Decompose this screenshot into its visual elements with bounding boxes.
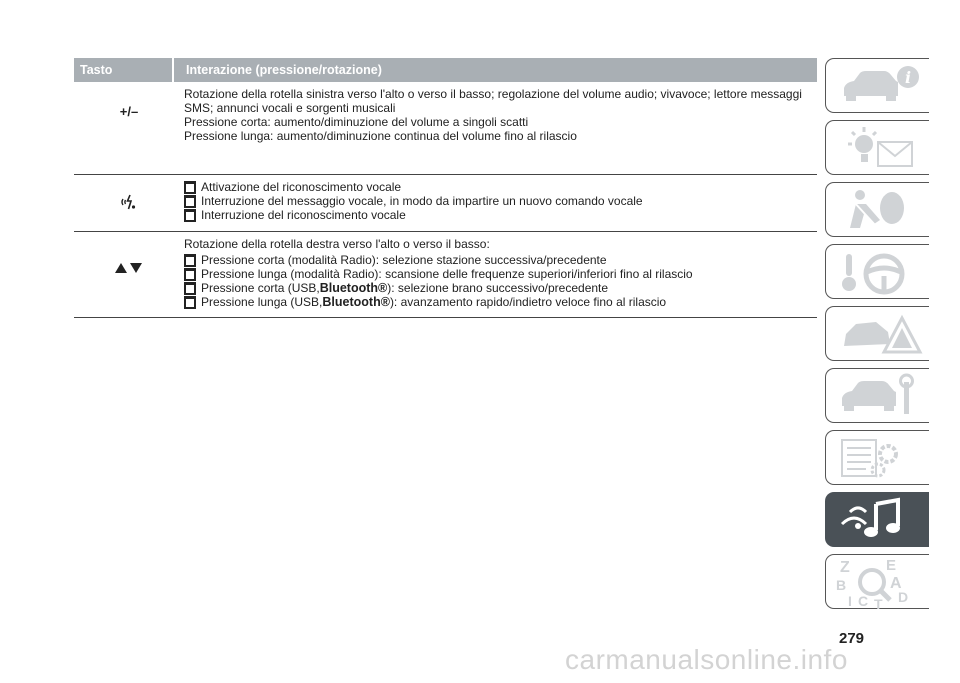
tab-index[interactable]	[825, 554, 929, 609]
key-plus-minus: +/–	[119, 104, 139, 119]
tab-warning-lights[interactable]	[825, 120, 929, 175]
tab-maintenance[interactable]	[825, 368, 929, 423]
list-item: Pressione corta (USB, Bluetooth® ): selezione brano successivo/precedente	[184, 281, 817, 295]
table-row	[74, 82, 817, 175]
table-row	[74, 175, 817, 232]
svg-text:D: D	[898, 589, 909, 605]
checkbox-bullet-icon	[184, 268, 196, 281]
description-line: Pressione lunga: aumento/diminuzione continua del volume fino al rilascio	[184, 129, 577, 143]
page-number: 279	[839, 630, 865, 647]
svg-text:Z: Z	[840, 559, 850, 576]
technical-data-icon	[836, 434, 926, 482]
controls-table	[74, 58, 817, 318]
safety-airbag-icon	[836, 186, 926, 234]
list-item: Interruzione del riconoscimento vocale	[184, 208, 817, 222]
checkbox-bullet-icon	[184, 181, 196, 194]
svg-text:B: B	[836, 577, 847, 593]
tab-multimedia[interactable]	[825, 492, 929, 547]
list-item: Pressione lunga (USB, Bluetooth® ): avanzamento rapido/indietro veloce fino al rilascio	[184, 295, 817, 309]
checkbox-bullet-icon	[184, 254, 196, 267]
tab-safety[interactable]	[825, 182, 929, 237]
list-item: Pressione lunga (modalità Radio): scansione delle frequenze superiori/inferiori fino al rilascio	[184, 267, 817, 281]
warning-lights-message-icon	[836, 124, 926, 172]
checkbox-bullet-icon	[184, 195, 196, 208]
car-info-icon	[836, 62, 926, 110]
tab-technical-data[interactable]	[825, 430, 929, 485]
alphabetical-index-icon	[836, 558, 926, 610]
checkbox-bullet-icon	[184, 282, 196, 295]
row-description	[184, 82, 817, 174]
tab-emergency[interactable]	[825, 306, 929, 361]
tab-car-info[interactable]	[825, 58, 929, 113]
row-description	[184, 175, 817, 231]
table-header	[74, 58, 817, 82]
list-item: Pressione corta (modalità Radio): selezione stazione successiva/precedente	[184, 253, 817, 267]
steering-wheel-key-icon	[836, 248, 926, 296]
car-maintenance-icon	[836, 372, 926, 420]
voice-command-icon	[120, 193, 138, 211]
svg-text:I: I	[848, 593, 852, 609]
tab-starting-driving[interactable]	[825, 244, 929, 299]
header-key: Tasto	[80, 63, 113, 77]
svg-text:i: i	[905, 68, 912, 87]
list-item: Attivazione del riconoscimento vocale	[184, 180, 817, 194]
table-row	[74, 232, 817, 318]
car-accident-warning-icon	[836, 310, 926, 358]
list-item: Interruzione del messaggio vocale, in modo da impartire un nuovo comando vocale	[184, 194, 817, 208]
watermark: carmanualsonline.info	[565, 644, 848, 675]
up-down-triangles-icon	[114, 262, 144, 274]
description-line: Pressione corta: aumento/diminuzione del volume a singoli scatti	[184, 115, 529, 129]
header-interaction: Interazione (pressione/rotazione)	[172, 58, 817, 82]
description-line: Rotazione della rotella sinistra verso l'alto o verso il basso; regolazione del volume audio; vivavoce; lettore messaggi	[184, 87, 802, 101]
checkbox-bullet-icon	[184, 209, 196, 222]
multimedia-icon	[836, 496, 926, 544]
svg-text:A: A	[890, 575, 902, 592]
row-description	[184, 232, 817, 317]
description-line: SMS; annunci vocali e sorgenti musicali	[184, 101, 396, 115]
checkbox-bullet-icon	[184, 296, 196, 309]
svg-text:T: T	[874, 596, 883, 610]
description-intro: Rotazione della rotella destra verso l'alto o verso il basso:	[184, 237, 490, 251]
svg-text:E: E	[886, 558, 897, 574]
svg-text:C: C	[858, 593, 869, 609]
